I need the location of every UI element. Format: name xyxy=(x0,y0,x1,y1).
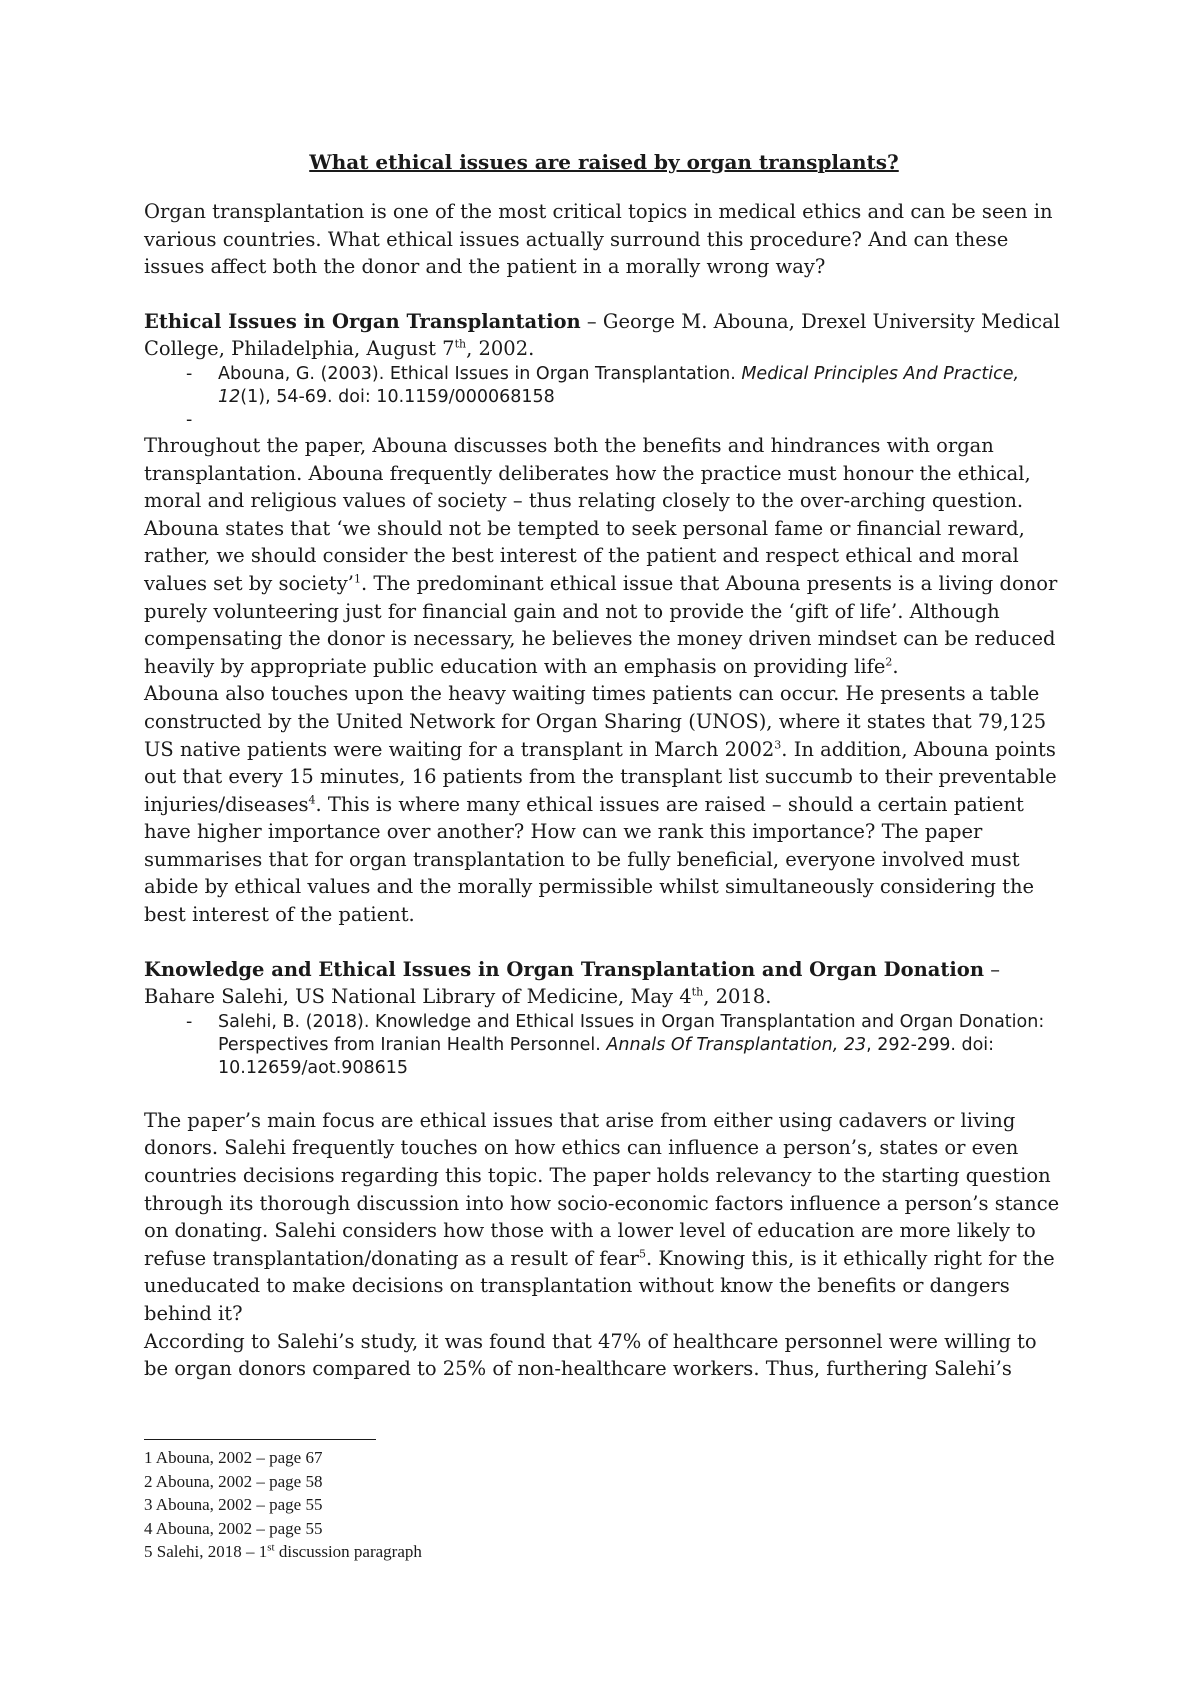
footnote-ref-4[interactable]: 4 xyxy=(308,793,316,807)
intro-paragraph: Organ transplantation is one of the most critical topics in medical ethics and can be seen in various countries. What ethical issues actually surround this procedure? And can these issues affect both the donor and the patient in a morally wrong way? xyxy=(144,200,1053,279)
footnote-separator xyxy=(144,1439,376,1440)
footnote-5 xyxy=(144,1540,744,1564)
section2-heading-line xyxy=(144,956,1064,1011)
paragraph-text: Throughout the paper, Abouna discusses both the benefits and hindrances with organ transplantation. Abouna frequently deliberates how the practice must honour the ethical, moral and religious values of society – thus relating closely to the over-arching question. Abouna states that ‘we should not be tempted to seek personal fame or financial reward, rather, we should consider the best interest of the patient and respect ethical and moral values set by society’ xyxy=(144,433,1031,595)
page-title: What ethical issues are raised by organ transplants? xyxy=(309,150,899,174)
paragraph-text: The paper’s main focus are ethical issues that arise from either using cadavers or living donors. Salehi frequently touches on how ethics can influence a person’s, states or even countries decisions regarding this topic. The paper holds relevancy to the starting question through its thorough discussion into how socio-economic factors influence a person’s stance on donating. Salehi considers how those with a lower level of education are more likely to refuse transplantation/donating as a result of fear xyxy=(144,1108,1060,1270)
section1-paragraph-1 xyxy=(144,432,1064,680)
footnote-text: discussion paragraph xyxy=(274,1542,422,1562)
section2-paragraph-1 xyxy=(144,1107,1064,1328)
list-dash: - xyxy=(186,1011,193,1032)
section2-title: Knowledge and Ethical Issues in Organ Transplantation and Organ Donation xyxy=(144,957,984,981)
document-body xyxy=(144,148,1064,1383)
section2-paragraph-2: According to Salehi’s study, it was found that 47% of healthcare personnel were willing to be organ donors compared to 25% of non-healthcare workers. Thus, furthering Salehi’s xyxy=(144,1329,1037,1381)
paragraph-text: . Knowing this, is it ethically right for the uneducated to make decisions on transplantation without know the benefits or dangers behind it? xyxy=(144,1246,1055,1325)
section1-reference-list xyxy=(144,363,1064,432)
footnote-4: 4 Abouna, 2002 – page 55 xyxy=(144,1518,323,1538)
reference-journal: Annals Of Transplantation, 23 xyxy=(606,1034,867,1055)
section2-reference-list xyxy=(144,1011,1064,1080)
footnote-ref-1[interactable]: 1 xyxy=(353,572,361,586)
section2-byline-end: , 2018. xyxy=(703,985,772,1009)
paragraph-text: . xyxy=(892,654,899,678)
reference-text: Salehi, B. (2018). Knowledge and Ethical Issues in Organ Transplantation and Organ Donation: Perspectives from Iranian Health Personnel. xyxy=(218,1011,1045,1055)
section1-heading-line xyxy=(144,308,1064,363)
section1-reference xyxy=(144,363,1064,409)
section2-byline: – Bahare Salehi, US National Library of Medicine, May 4 xyxy=(144,957,1000,1009)
reference-doi: (1), 54-69. doi: 10.1159/000068158 xyxy=(240,386,555,407)
section2-byline-sup: th xyxy=(691,985,704,999)
section2-reference xyxy=(144,1011,1064,1080)
footnote-ref-2[interactable]: 2 xyxy=(885,655,893,669)
section1-byline-sup: th xyxy=(454,337,467,351)
paragraph-text: . The predominant ethical issue that Abouna presents is a living donor purely volunteering just for financial gain and not to provide the ‘gift of life’. Although compensating the donor is necessary, he believes the money driven mindset can be reduced heavily by appropriate public education with an emphasis on providing life xyxy=(144,571,1058,678)
section1-paragraph-2 xyxy=(144,680,1064,928)
paragraph-text: . In addition, Abouna points out that every 15 minutes, 16 patients from the transplant list succumb to their preventable injuries/diseases xyxy=(144,737,1057,816)
empty-list-item xyxy=(144,409,1064,432)
footnote-ref-3[interactable]: 3 xyxy=(774,738,782,751)
reference-text: Abouna, G. (2003). Ethical Issues in Organ Transplantation. xyxy=(218,363,742,384)
footnote-3: 3 Abouna, 2002 – page 55 xyxy=(144,1495,323,1515)
section1-byline-end: , 2002. xyxy=(466,337,535,361)
footnote-text: 5 Salehi, 2018 – 1 xyxy=(144,1542,268,1562)
footnote-2: 2 Abouna, 2002 – page 58 xyxy=(144,1471,323,1491)
paragraph-text: Abouna also touches upon the heavy waiting times patients can occur. He presents a table constructed by the United Network for Organ Sharing (UNOS), where it states that 79,125 US native patients were waiting for a transplant in March 2002 xyxy=(144,682,1047,761)
section1-title: Ethical Issues in Organ Transplantation xyxy=(144,309,581,333)
list-dash: - xyxy=(186,363,193,384)
footnotes xyxy=(144,1439,744,1564)
section1-byline: – George M. Abouna, Drexel University Medical College, Philadelphia, August 7 xyxy=(144,309,1060,361)
footnote-sup: st xyxy=(267,1541,275,1554)
reference-doi: , 292-299. doi: 10.12659/aot.908615 xyxy=(218,1034,995,1078)
paragraph-text: . This is where many ethical issues are raised – should a certain patient have higher importance over another? How can we rank this importance? The paper summarises that for organ transplantation to be fully beneficial, everyone involved must abide by ethical values and the morally permissible whilst simultaneously considering the best interest of the patient. xyxy=(144,792,1035,927)
footnote-1: 1 Abouna, 2002 – page 67 xyxy=(144,1448,323,1467)
footnote-ref-5[interactable]: 5 xyxy=(638,1247,646,1261)
list-dash: - xyxy=(186,409,193,430)
reference-journal: Medical Principles And Practice, 12 xyxy=(218,363,1020,407)
